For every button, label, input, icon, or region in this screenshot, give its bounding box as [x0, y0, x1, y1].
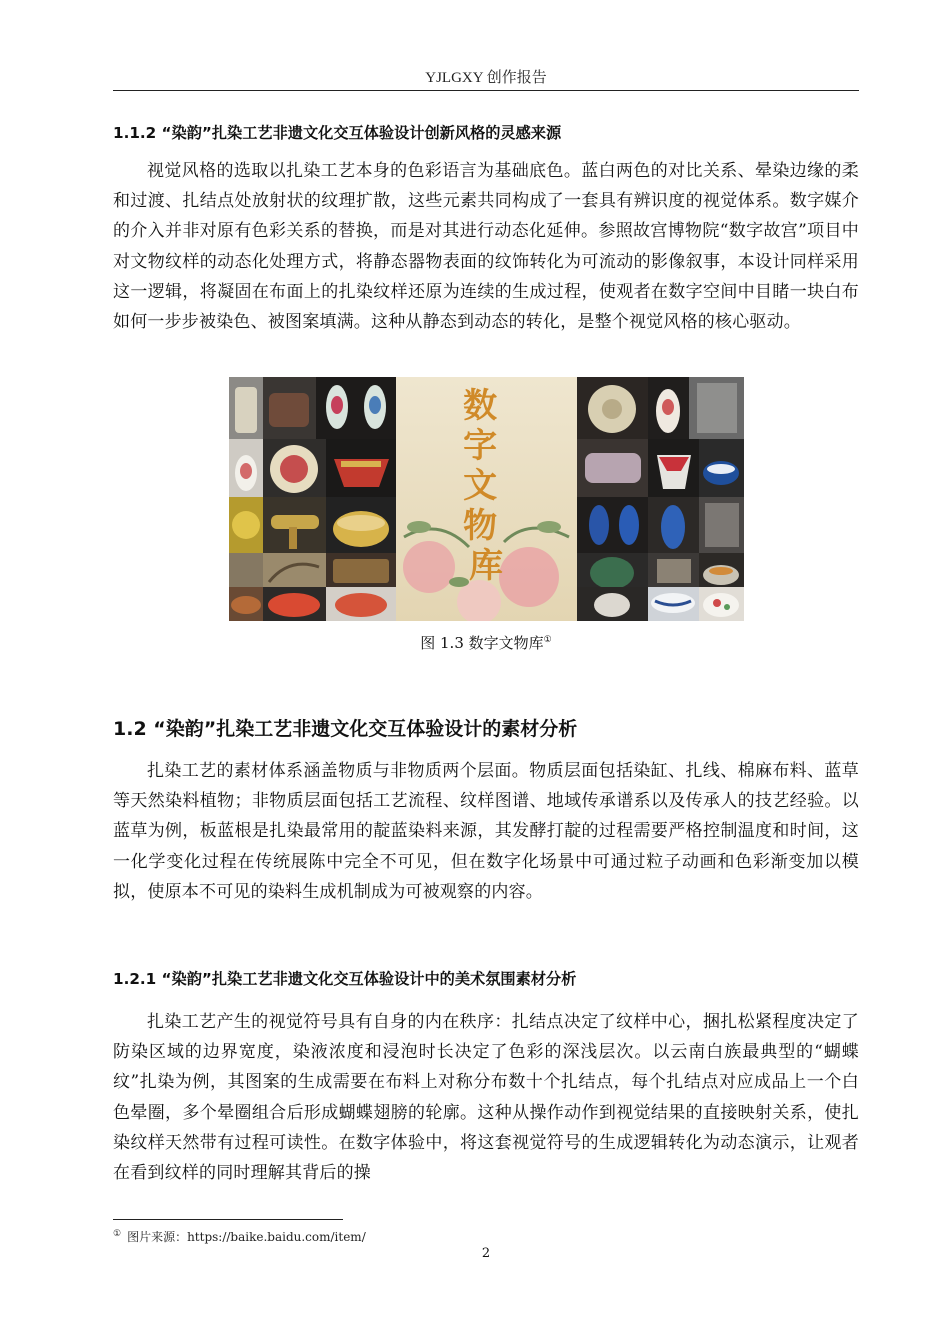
section-heading-1-2: 1.2 “染韵”扎染工艺非遗文化交互体验设计的素材分析: [113, 718, 578, 740]
footnote: [113, 1228, 366, 1245]
footnote-text[interactable]: 图片来源：https://baike.baidu.com/item/: [127, 1230, 366, 1244]
paragraph-inspiration: 视觉风格的选取以扎染工艺本身的色彩语言为基础底色。蓝白两色的对比关系、晕染边缘的柔和过渡、扎结点处放射状的纹理扩散，这些元素共同构成了一套具有辨识度的视觉体系。数字媒介的介入并非对原有色彩关系的替换，而是对其进行动态化延伸。参照故宫博物院“数字故宫”项目中对文物纹样的动态化处理方式，将静态器物表面的纹饰转化为可流动的影像叙事，本设计同样采用这一逻辑，将凝固在布面上的扎染纹样还原为连续的生成过程，使观者在数字空间中目睹一块白布如何一步步被染色、被图案填满。这种从静态到动态的转化，是整个视觉风格的核心驱动。: [113, 161, 859, 333]
footnote-rule: [113, 1219, 343, 1220]
poster-char: 数: [463, 386, 498, 426]
paragraph-material-analysis: 扎染工艺的素材体系涵盖物质与非物质两个层面。物质层面包括染缸、扎线、棉麻布料、蓝草等天然染料植物；非物质层面包括工艺流程、纹样图谱、地域传承谱系以及传承人的技艺经验。以蓝草为例，板蓝根是扎染最常用的靛蓝染料来源，其发酵打靛的过程需要严格控制温度和时间，这一化学变化过程在传统展陈中完全不可见，但在数字化场景中可通过粒子动画和色彩渐变加以模拟，使原本不可见的染料生成机制成为可被观察的内容。: [113, 761, 859, 902]
poster-char: 文: [463, 466, 498, 506]
poster-char: 字: [463, 426, 498, 466]
right-artifact-grid: [577, 377, 744, 621]
paragraph-art-atmosphere: 扎染工艺产生的视觉符号具有自身的内在秩序：扎结点决定了纹样中心，捆扎松紧程度决定了防染区域的边界宽度，染液浓度和浸泡时长决定了色彩的深浅层次。以云南白族最典型的“蝴蝶纹”扎染为例，其图案的生成需要在布料上对称分布数十个扎结点，每个扎结点对应成品上一个白色晕圈，多个晕圈组合后形成蝴蝶翅膀的轮廓。这种从操作动作到视觉结果的直接映射关系，使扎染纹样天然带有过程可读性。在数字体验中，将这套视觉符号的生成逻辑转化为动态演示，让观者在看到纹样的同时理解其背后的操: [113, 1012, 859, 1184]
section-heading-1-2-1: 1.2.1 “染韵”扎染工艺非遗文化交互体验设计中的美术氛围素材分析: [113, 970, 577, 988]
page-number: 2: [481, 1246, 491, 1261]
section-heading-1-1-2: 1.1.2 “染韵”扎染工艺非遗文化交互体验设计创新风格的灵感来源: [113, 124, 562, 142]
figure-collage-image: [229, 377, 744, 621]
footnote-reference-mark[interactable]: ①: [543, 635, 552, 645]
figure-caption: [113, 632, 859, 653]
poster-title-text: [463, 386, 509, 586]
poster-char: 物: [463, 506, 498, 546]
figure-digital-relic-library: [229, 377, 744, 621]
footnote-mark: ①: [113, 1229, 122, 1239]
left-artifact-grid: [229, 377, 396, 621]
running-header: YJLGXY 创作报告: [425, 70, 547, 86]
poster-char: 库: [469, 546, 503, 586]
figure-caption-text: 图 1.3 数字文物库: [420, 634, 544, 652]
header-rule: [113, 90, 859, 91]
center-poster: [396, 377, 577, 621]
